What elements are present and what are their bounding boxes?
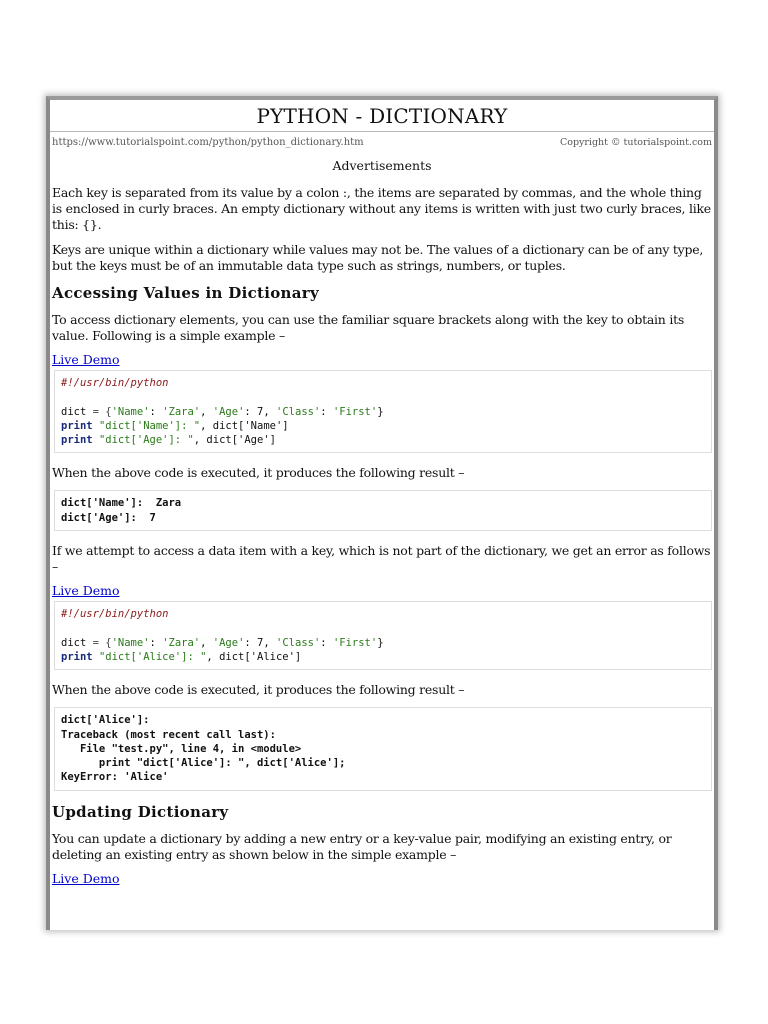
url-bar [50,132,714,152]
copyright-notice: Copyright © tutorialspoint.com [559,136,712,148]
paragraph-update-intro: You can update a dictionary by adding a new entry or a key-value pair, modifying an existing entry, or deleting an existing entry as shown below in the simple example – [52,830,672,862]
output-block-access: dict['Name']: Zara dict['Age']: 7 [54,490,712,531]
page-url[interactable]: https://www.tutorialspoint.com/python/python_dictionary.htm [52,136,364,148]
heading-accessing-values: Accessing Values in Dictionary [52,284,319,302]
code-shebang: #!/usr/bin/python [61,377,169,389]
main-content [50,158,714,886]
advertisements-label: Advertisements [332,158,432,173]
paragraph-keys-unique: Keys are unique within a dictionary while values may not be. The values of a dictionary can be of any type, but the keys must be of an immutable data type such as strings, numbers, or tuples. [52,242,704,273]
live-demo-link[interactable]: Live Demo [52,583,120,599]
live-demo-link[interactable]: Live Demo [52,352,120,367]
heading-updating-dictionary: Updating Dictionary [52,802,229,821]
live-demo-link[interactable]: Live Demo [52,870,120,886]
code-block-error: #!/usr/bin/python dict = {'Name': 'Zara', 'Age': 7, 'Class': 'First'} print "dict['Alice']: ", dict['Alice'] [54,601,712,670]
document-page [46,96,718,930]
paragraph-access-intro: To access dictionary elements, you can use the familiar square brackets along with the key to obtain its value. Following is a simple example – [52,312,685,343]
paragraph-error-intro: If we attempt to access a data item with a key, which is not part of the dictionary, we get an error as follows – [52,543,711,575]
paragraph-result-intro-2: When the above code is executed, it produces the following result – [52,682,465,698]
paragraph-key-separation: Each key is separated from its value by a colon :, the items are separated by commas, and the whole thing is enclosed in curly braces. An empty dictionary without any items is written with just two curly braces, like this: {}. [52,185,711,232]
code-block-access: #!/usr/bin/python dict = {'Name': 'Zara', 'Age': 7, 'Class': 'First'} print "dict['Name']: ", dict['Name'] print "dict['Age']: ", dict['Age'] [54,370,712,453]
page-title: PYTHON - DICTIONARY [50,100,714,132]
output-block-error: dict['Alice']: Traceback (most recent call last): File "test.py", line 4, in <module> print "dict['Alice']: ", dict['Alice']; KeyError: 'Alice' [54,707,712,790]
paragraph-result-intro-1: When the above code is executed, it produces the following result – [52,465,465,481]
